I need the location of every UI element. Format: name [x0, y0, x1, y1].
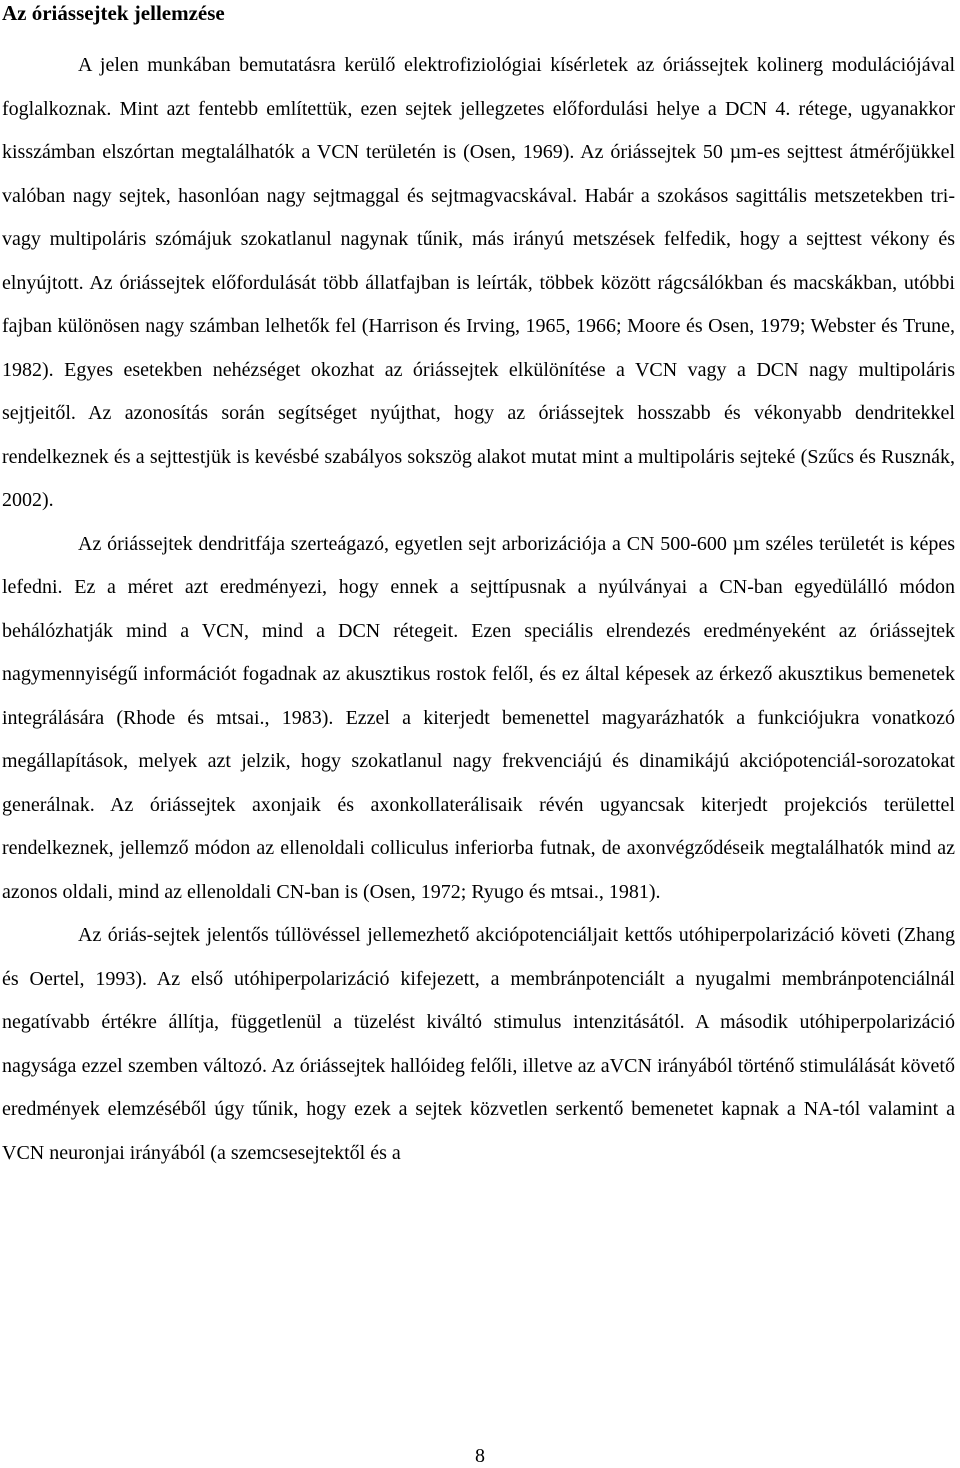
paragraph-1: A jelen munkában bemutatásra kerülő elektrofiziológiai kísérletek az óriássejtek kolinerg modulációjával foglalkoznak. Mint azt fentebb említettük, ezen sejtek jellegzetes előfordulási helye a DCN 4. rétege, ugyanakkor kisszámban elszórtan megtalálhatók a VCN területén is (Osen, 1969). Az óriássejtek 50 µm-es sejttest átmérőjükkel valóban nagy sejtek, hasonlóan nagy sejtmaggal és sejtmagvacskával. Habár a szokásos sagittális metszetekben tri- vagy multipoláris szómájuk szokatlanul nagynak tűnik, más irányú metszések felfedik, hogy a sejttest vékony és elnyújtott. Az óriássejtek előfordulását több állatfajban is leírták, többek között rágcsálókban és macskákban, utóbbi fajban különösen nagy számban lelhetők fel (Harrison és Irving, 1965, 1966; Moore és Osen, 1979; Webster és Trune, 1982). Egyes esetekben nehézséget okozhat az óriássejtek elkülönítése a VCN vagy a DCN nagy multipoláris sejtjeitől. Az azonosítás során segítséget nyújthat, hogy az óriássejtek hosszabb és vékonyabb dendritekkel rendelkeznek és a sejttestjük is kevésbé szabályos sokszög alakot mutat mint a multipoláris sejteké (Szűcs és Rusznák, 2002). — [2, 54, 955, 511]
body-text — [2, 44, 955, 1175]
paragraph-2: Az óriássejtek dendritfája szerteágazó, egyetlen sejt arborizációja a CN 500-600 µm széles területét is képes lefedni. Ez a méret azt eredményezi, hogy ennek a sejttípusnak a nyúlványai a CN-ban egyedülálló módon behálózhatják mind a VCN, mind a DCN rétegeit. Ezen speciális elrendezés eredményeként az óriássejtek nagymennyiségű információt fogadnak az akusztikus rostok felől, és ez által képesek az érkező akusztikus bemenetek integrálására (Rhode és mtsai., 1983). Ezzel a kiterjedt bemenettel magyarázhatók a funkciójukra vonatkozó megállapítások, melyek azt jelzik, hogy szokatlanul nagy frekvenciájú és dinamikájú akciópotenciál-sorozatokat generálnak. Az óriássejtek axonjaik és axonkollaterálisaik révén ugyancsak kiterjedt projekciós területtel rendelkeznek, jellemző módon az ellenoldali colliculus inferiorba futnak, de axonvégződéseik megtalálhatók mind az azonos oldali, mind az ellenoldali CN-ban is (Osen, 1972; Ryugo és mtsai., 1981). — [2, 532, 955, 903]
section-heading: Az óriássejtek jellemzése — [2, 1, 225, 25]
paragraph-3: Az óriás-sejtek jelentős túllövéssel jellemezhető akciópotenciáljait kettős utóhiperpolarizáció követi (Zhang és Oertel, 1993). Az első utóhiperpolarizáció kifejezett, a membránpotenciált a nyugalmi membránpotenciálnál negatívabb értékre állítja, függetlenül a tüzelést kiváltó stimulus intenzitásától. A második utóhiperpolarizáció nagysága ezzel szemben változó. Az óriássejtek hallóideg felőli, illetve az aVCN irányából történő stimulálását követő eredmények elemzéséből úgy tűnik, hogy ezek a sejtek közvetlen serkentő bemenetet kapnak a NA-tól valamint a VCN neuronjai irányából (a szemcsesejtektől és a — [2, 924, 955, 1164]
page-number: 8 — [475, 1445, 485, 1467]
